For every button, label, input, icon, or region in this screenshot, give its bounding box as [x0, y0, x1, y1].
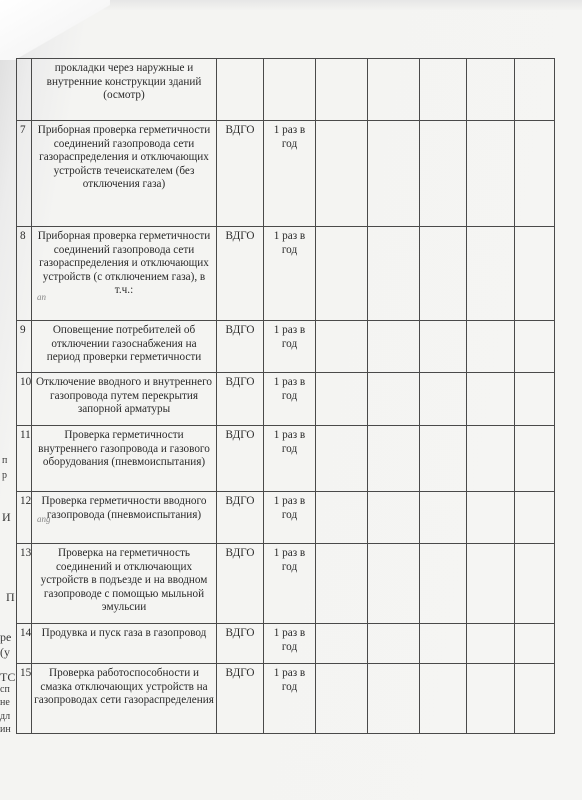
empty-cell	[316, 426, 368, 492]
empty-cell	[515, 492, 555, 544]
empty-cell	[316, 624, 368, 664]
margin-fragment: не	[0, 697, 10, 708]
margin-fragment: П	[6, 590, 15, 604]
empty-cell	[515, 544, 555, 624]
work-description: Продувка и пуск газа в газопровод	[32, 624, 217, 664]
margin-fragment: ТС	[0, 670, 16, 684]
row-number: 9	[17, 321, 32, 373]
table-row	[17, 492, 555, 544]
frequency-cell: 1 раз в год	[264, 373, 316, 426]
empty-cell	[467, 121, 515, 227]
table-row	[17, 59, 555, 121]
executor-cell: ВДГО	[217, 426, 264, 492]
folded-corner	[0, 0, 110, 60]
empty-cell	[420, 544, 467, 624]
empty-cell	[515, 373, 555, 426]
row-number	[17, 59, 32, 121]
row-number: 10	[17, 373, 32, 426]
empty-cell	[368, 373, 420, 426]
empty-cell	[316, 121, 368, 227]
empty-cell	[515, 426, 555, 492]
executor-cell: ВДГО	[217, 544, 264, 624]
empty-cell	[316, 373, 368, 426]
executor-cell: ВДГО	[217, 227, 264, 321]
empty-cell	[316, 59, 368, 121]
frequency-cell	[264, 59, 316, 121]
scan-artifact: an	[37, 292, 46, 302]
empty-cell	[316, 544, 368, 624]
margin-fragment: И	[2, 510, 11, 524]
row-number: 15	[17, 664, 32, 734]
frequency-cell: 1 раз в год	[264, 492, 316, 544]
empty-cell	[467, 373, 515, 426]
empty-cell	[467, 492, 515, 544]
work-description: прокладки через наружные и внутренние конструкции зданий (осмотр)	[32, 59, 217, 121]
empty-cell	[420, 492, 467, 544]
empty-cell	[316, 227, 368, 321]
empty-cell	[368, 227, 420, 321]
table-row	[17, 664, 555, 734]
frequency-cell: 1 раз в год	[264, 227, 316, 321]
empty-cell	[515, 59, 555, 121]
empty-cell	[515, 227, 555, 321]
row-number: 8	[17, 227, 32, 321]
empty-cell	[368, 492, 420, 544]
work-description: Проверка на герметичность соединений и отключающих устройств в подъезде и на вводном газопроводе с помощью мыльной эмульсии	[32, 544, 217, 624]
empty-cell	[368, 121, 420, 227]
empty-cell	[467, 664, 515, 734]
empty-cell	[420, 227, 467, 321]
table-row	[17, 373, 555, 426]
table-row	[17, 121, 555, 227]
empty-cell	[316, 664, 368, 734]
margin-fragment: ин	[0, 724, 11, 735]
empty-cell	[420, 373, 467, 426]
empty-cell	[316, 321, 368, 373]
table-row	[17, 426, 555, 492]
row-number: 11	[17, 426, 32, 492]
executor-cell: ВДГО	[217, 624, 264, 664]
executor-cell: ВДГО	[217, 373, 264, 426]
row-number: 12	[17, 492, 32, 544]
row-number: 7	[17, 121, 32, 227]
work-description: Приборная проверка герметичности соединений газопровода сети газораспределения и отключающих устройств течеискателем (без отключения газа)	[32, 121, 217, 227]
work-description: Проверка герметичности вводного газопровода (пневмоиспытания)	[32, 492, 217, 544]
empty-cell	[515, 321, 555, 373]
table-row	[17, 544, 555, 624]
table-row	[17, 227, 555, 321]
scan-artifact: ang	[37, 514, 51, 524]
executor-cell: ВДГО	[217, 664, 264, 734]
executor-cell: ВДГО	[217, 321, 264, 373]
empty-cell	[515, 121, 555, 227]
empty-cell	[420, 121, 467, 227]
empty-cell	[467, 544, 515, 624]
empty-cell	[467, 227, 515, 321]
work-description: Оповещение потребителей об отключении газоснабжения на период проверки герметичности	[32, 321, 217, 373]
work-description: Проверка работоспособности и смазка отключающих устройств на газопроводах сети газораспределения	[32, 664, 217, 734]
executor-cell: ВДГО	[217, 121, 264, 227]
row-number: 13	[17, 544, 32, 624]
empty-cell	[368, 321, 420, 373]
empty-cell	[316, 492, 368, 544]
page-top-edge	[90, 0, 582, 10]
margin-fragment: ре	[0, 630, 12, 644]
empty-cell	[467, 426, 515, 492]
margin-fragment: р	[2, 470, 7, 481]
margin-fragment: (у	[0, 645, 10, 659]
table-row	[17, 624, 555, 664]
frequency-cell: 1 раз в год	[264, 121, 316, 227]
frequency-cell: 1 раз в год	[264, 321, 316, 373]
frequency-cell: 1 раз в год	[264, 624, 316, 664]
empty-cell	[515, 624, 555, 664]
work-description: Приборная проверка герметичности соединений газопровода сети газораспределения и отключающих устройств (с отключением газа), в т.ч.:	[32, 227, 217, 321]
frequency-cell: 1 раз в год	[264, 426, 316, 492]
empty-cell	[420, 664, 467, 734]
work-description: Отключение вводного и внутреннего газопровода путем перекрытия запорной арматуры	[32, 373, 217, 426]
margin-fragment: п	[2, 455, 8, 466]
empty-cell	[467, 59, 515, 121]
maintenance-table	[16, 58, 555, 734]
executor-cell: ВДГО	[217, 492, 264, 544]
empty-cell	[420, 624, 467, 664]
work-description: Проверка герметичности внутреннего газопровода и газового оборудования (пневмоиспытания)	[32, 426, 217, 492]
empty-cell	[515, 664, 555, 734]
margin-fragment: дл	[0, 711, 11, 722]
empty-cell	[420, 59, 467, 121]
empty-cell	[368, 544, 420, 624]
empty-cell	[420, 426, 467, 492]
empty-cell	[368, 664, 420, 734]
table-row	[17, 321, 555, 373]
empty-cell	[368, 426, 420, 492]
empty-cell	[368, 624, 420, 664]
row-number: 14	[17, 624, 32, 664]
empty-cell	[467, 624, 515, 664]
executor-cell	[217, 59, 264, 121]
frequency-cell: 1 раз в год	[264, 544, 316, 624]
empty-cell	[420, 321, 467, 373]
empty-cell	[368, 59, 420, 121]
frequency-cell: 1 раз в год	[264, 664, 316, 734]
empty-cell	[467, 321, 515, 373]
margin-fragment: сп	[0, 684, 10, 695]
